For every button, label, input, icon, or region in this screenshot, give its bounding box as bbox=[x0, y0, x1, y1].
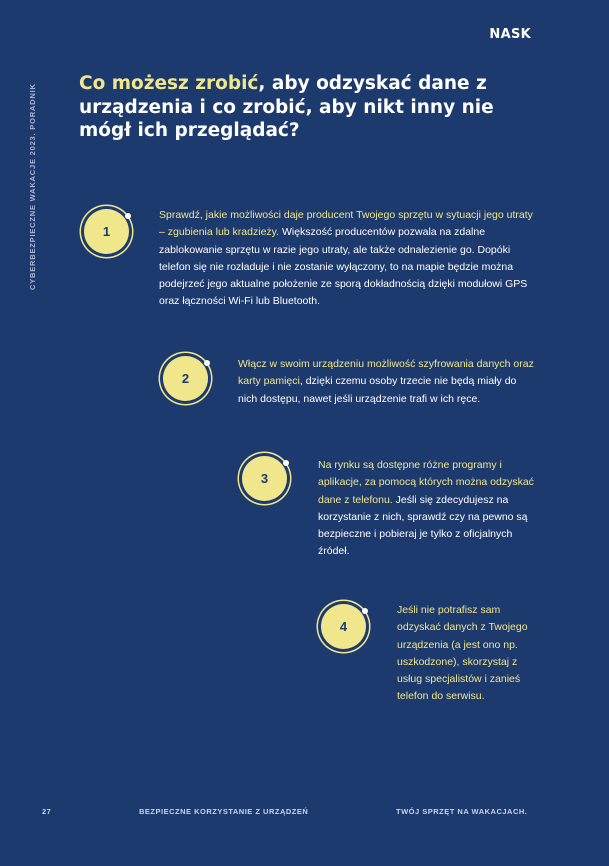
step-number-badge bbox=[242, 456, 287, 501]
step-text bbox=[159, 207, 534, 311]
nask-logo: NASK bbox=[489, 27, 531, 42]
page-title bbox=[79, 72, 539, 143]
step-number: 3 bbox=[260, 471, 269, 486]
step-highlight: Jeśli nie potrafisz sam odzyskać danych z Twojego urządzenia (a jest ono np. uszkodzone), skorzystaj z usług specjalistów i zanieś telefon do serwisu. bbox=[397, 604, 528, 703]
step-text bbox=[238, 356, 536, 408]
step-number: 2 bbox=[181, 371, 190, 386]
page-number: 27 bbox=[42, 807, 52, 816]
step-number-badge bbox=[321, 604, 366, 649]
step-body: Większość producentów pozwala na zdalne zablokowanie sprzętu w razie jego utraty, ale także odnalezienie go. Dopóki telefon się nie rozładuje i nie zostanie wyłączony, to na mapie będzie można podejrzeć jego aktualne położenie ze sporą dokładnością dzięki modułowi GPS oraz łączności Wi-Fi lub Bluetooth. bbox=[159, 226, 528, 308]
step-highlight: Sprawdź, jakie możliwości daje producent Twojego sprzętu w sytuacji jego utraty – zgubienia lub kradzieży. bbox=[159, 209, 533, 239]
step-number: 1 bbox=[102, 224, 111, 239]
badge-dot-icon bbox=[125, 213, 131, 219]
step-body: , dzięki czemu osoby trzecie nie będą miały do nich dostępu, nawet jeśli urządzenie trafi w ich ręce. bbox=[238, 375, 517, 405]
step-number-badge bbox=[84, 209, 129, 254]
badge-dot-icon bbox=[204, 360, 210, 366]
footer-section: BEZPIECZNE KORZYSTANIE Z URZĄDZEŃ bbox=[139, 807, 309, 816]
title-rest: , aby odzyskać dane z urządzenia i co zrobić, aby nikt inny nie mógł ich przeglądać? bbox=[79, 73, 494, 141]
side-label: CYBERBEZPIECZNE WAKACJE 2023. PORADNIK bbox=[28, 83, 37, 290]
step-text bbox=[318, 457, 536, 561]
step-highlight: Włącz w swoim urządzeniu możliwość szyfrowania danych oraz karty pamięci bbox=[238, 358, 534, 388]
footer-chapter: TWÓJ SPRZĘT NA WAKACJACH. bbox=[396, 807, 528, 816]
step-highlight: Na rynku są dostępne różne programy i aplikacje, za pomocą których można odzyskać dane z telefonu. bbox=[318, 459, 534, 506]
step-number: 4 bbox=[339, 619, 348, 634]
badge-dot-icon bbox=[362, 608, 368, 614]
step-body: Jeśli się zdecydujesz na korzystanie z nich, sprawdź czy na pewno są bezpieczne i pobieraj je tylko z oficjalnych źródeł. bbox=[318, 493, 528, 558]
step-text bbox=[397, 602, 537, 706]
step-number-badge bbox=[163, 356, 208, 401]
badge-dot-icon bbox=[283, 460, 289, 466]
title-highlight: Co możesz zrobić bbox=[79, 73, 259, 94]
